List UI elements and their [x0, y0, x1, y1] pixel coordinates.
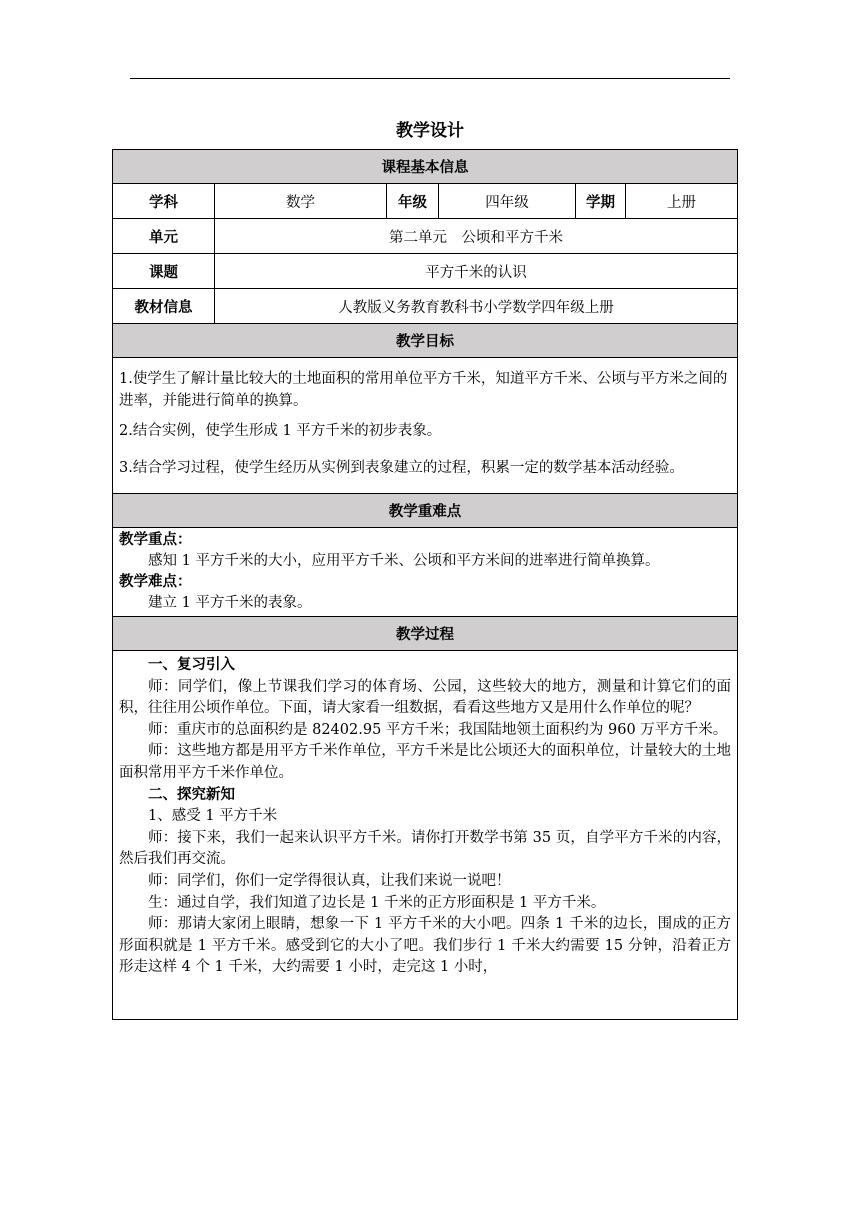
grade-label: 年级	[387, 184, 439, 219]
topic-label: 课题	[113, 254, 215, 289]
subject-label: 学科	[113, 184, 215, 219]
grade-value: 四年级	[439, 184, 576, 219]
process-paragraph: 师：重庆市的总面积约是 82402.95 平方千米；我国陆地领土面积约为 960 万平方千米。	[148, 721, 728, 738]
difficulty-text: 建立 1 平方千米的表象。	[148, 595, 312, 611]
process-paragraph: 师：接下来，我们一起来认识平方千米。请你打开数学书第 35 页，自学平方千米的内容，然后我们再交流。	[119, 829, 732, 868]
objective-item: 1.使学生了解计量比较大的土地面积的常用单位平方千米，知道平方千米、公顷与平方米之间的进率，并能进行简单的换算。	[119, 371, 728, 409]
section-objectives-header: 教学目标	[113, 324, 738, 358]
unit-label: 单元	[113, 219, 215, 254]
process-body	[113, 651, 738, 1020]
difficulty-label: 教学难点：	[119, 574, 192, 590]
objective-item: 2.结合实例，使学生形成 1 平方千米的初步表象。	[119, 423, 442, 439]
process-paragraph: 师：这些地方都是用平方千米作单位，平方千米是比公顷还大的面积单位，计量较大的土地面积常用平方千米作单位。	[119, 743, 732, 781]
process-paragraph: 师：那请大家闭上眼睛，想象一下 1 平方千米的大小吧。四条 1 千米的边长，围成的正方形面积就是 1 平方千米。感受到它的大小了吧。我们步行 1 千米大约需要 15 分钟，沿着正方形走这样 4 个 1 千米，大约需要 1 小时，走完这 1 小时，	[119, 916, 732, 976]
key-points-body	[113, 528, 738, 617]
process-heading: 二、探究新知	[148, 786, 235, 803]
section-key-points-header: 教学重难点	[113, 494, 738, 528]
unit-value: 第二单元 公顷和平方千米	[215, 219, 738, 254]
process-paragraph: 1、感受 1 平方千米	[148, 808, 278, 825]
process-paragraph: 生：通过自学，我们知道了边长是 1 千米的正方形面积是 1 平方千米。	[148, 894, 606, 911]
lesson-plan-table	[112, 149, 738, 1020]
term-label: 学期	[576, 184, 626, 219]
section-basic-info-header: 课程基本信息	[113, 150, 738, 184]
process-paragraph: 师：同学们，你们一定学得很认真，让我们来说一说吧！	[148, 872, 511, 889]
subject-value: 数学	[215, 184, 387, 219]
section-process-header: 教学过程	[113, 617, 738, 651]
process-paragraph: 师：同学们，像上节课我们学习的体育场、公园，这些较大的地方，测量和计算它们的面积，往往用公顷作单位。下面，请大家看一组数据，看看这些地方又是用什么作单位的呢？	[119, 678, 732, 717]
focus-text: 感知 1 平方千米的大小，应用平方千米、公顷和平方米间的进率进行简单换算。	[148, 553, 660, 569]
objectives-body	[113, 358, 738, 494]
document-title: 教学设计	[396, 121, 464, 141]
material-label: 教材信息	[113, 289, 215, 324]
topic-value: 平方千米的认识	[215, 254, 738, 289]
term-value: 上册	[626, 184, 738, 219]
material-value: 人教版义务教育教科书小学数学四年级上册	[215, 289, 738, 324]
focus-label: 教学重点：	[119, 532, 192, 548]
process-heading: 一、复习引入	[148, 657, 235, 673]
header-rule	[130, 78, 730, 79]
objective-item: 3.结合学习过程，使学生经历从实例到表象建立的过程，积累一定的数学基本活动经验。	[119, 460, 684, 476]
